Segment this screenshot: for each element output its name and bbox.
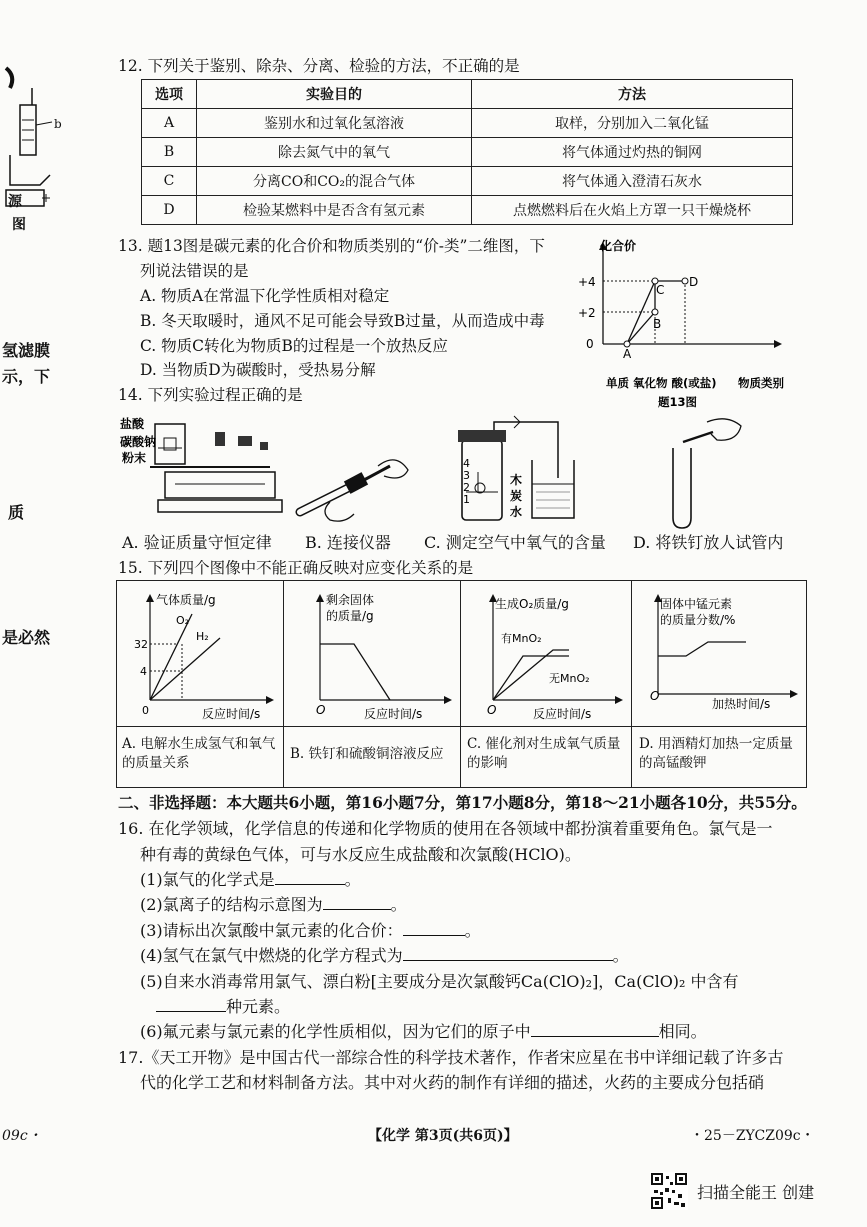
graph-xlabel: 加热时间/s bbox=[712, 697, 771, 711]
point-label: A bbox=[623, 347, 632, 361]
table-cell: B bbox=[142, 138, 197, 167]
graph-ylabel: 固体中锰元素 bbox=[660, 597, 733, 611]
scale-mark: 1 bbox=[463, 493, 470, 506]
q16-item: (5)自来水消毒常用氯气、漂白粉[主要成分是次氯酸钙Ca(ClO)₂]，Ca(ClO)₂ 中含有 bbox=[140, 972, 739, 991]
q15-caption-b: B. 铁钉和硫酸铜溶液反应 bbox=[290, 746, 444, 762]
graph-xlabel: 反应时间/s bbox=[202, 707, 261, 721]
answer-blank[interactable] bbox=[531, 1022, 659, 1037]
margin-fig-label: 图 bbox=[12, 217, 26, 233]
scale-mark: 2 bbox=[463, 481, 470, 494]
q16-item bbox=[140, 997, 290, 1017]
scale-mark: 4 bbox=[463, 457, 470, 470]
graph-ylabel: 剩余固体 bbox=[326, 593, 375, 607]
item-text: (1)氯气的化学式是 bbox=[140, 870, 275, 889]
q13-option: D. 当物质D为碳酸时，受热易分解 bbox=[140, 361, 376, 379]
table-cell: 取样，分别加入二氧化锰 bbox=[472, 109, 793, 138]
margin-fragment: 氢滤膜 bbox=[2, 341, 51, 360]
graph-ylabel: 的质量分数/% bbox=[660, 613, 736, 627]
q13-option: B. 冬天取暖时，通风不足可能会导致B过量，从而造成中毒 bbox=[140, 312, 545, 330]
q15-graph-d bbox=[636, 584, 804, 724]
graph-ylabel: 生成O₂质量/g bbox=[495, 597, 569, 611]
section-heading: 二、非选择题：本大题共6小题，第16小题7分，第17小题8分，第18～21小题各10分，共55分。 bbox=[118, 793, 807, 812]
label-carbonate: 碳酸钠 bbox=[120, 435, 157, 449]
qr-code-icon bbox=[650, 1172, 688, 1210]
q13-option: C. 物质C转化为物质B的过程是一个放热反应 bbox=[140, 337, 448, 355]
item-text: 种元素。 bbox=[226, 997, 291, 1016]
item-text: (6)氟元素与氯元素的化学性质相似，因为它们的原子中 bbox=[140, 1022, 531, 1041]
q16-item bbox=[140, 1022, 707, 1042]
label-carbonate: 粉末 bbox=[122, 451, 147, 465]
q14-fig-c-oxygen bbox=[450, 412, 580, 532]
label-charcoal: 炭 bbox=[510, 489, 523, 503]
q16-item bbox=[140, 921, 481, 941]
q15-caption-a: A. 电解水生成氢气和氧气的质量关系 bbox=[122, 736, 276, 771]
q17-text: 17.《天工开物》是中国古代一部综合性的科学技术著作，作者宋应星在书中详细记载了许多古 bbox=[118, 1048, 784, 1067]
answer-blank[interactable] bbox=[403, 946, 613, 961]
table-cell: 将气体通过灼热的铜网 bbox=[472, 138, 793, 167]
graph-xlabel: 物质类别 bbox=[738, 376, 784, 390]
graph-ylabel: 的质量/g bbox=[326, 609, 374, 623]
q16-stem: 16. 在化学领域，化学信息的传递和化学物质的使用在各领域中都扮演着重要角色。氯气是一 bbox=[118, 819, 773, 838]
table-cell: C bbox=[142, 167, 197, 196]
q12-stem: 12. 下列关于鉴别、除杂、分离、检验的方法，不正确的是 bbox=[118, 57, 520, 75]
q14-fig-d-test-tube bbox=[655, 412, 755, 532]
table-row bbox=[142, 167, 793, 196]
item-text: (3)请标出次氯酸中氯元素的化合价： bbox=[140, 921, 403, 940]
item-text: 。 bbox=[464, 921, 481, 940]
q14-option: B. 连接仪器 bbox=[305, 533, 391, 552]
graph-origin: O bbox=[487, 703, 497, 717]
answer-blank[interactable] bbox=[156, 997, 226, 1012]
item-text: (4)氢气在氯气中燃烧的化学方程式为 bbox=[140, 946, 403, 965]
item-text: 相同。 bbox=[658, 1022, 707, 1041]
item-text: 。 bbox=[344, 870, 361, 889]
item-text: 。 bbox=[612, 946, 629, 965]
point-b bbox=[652, 309, 658, 315]
table-cell: 除去氮气中的氧气 bbox=[197, 138, 472, 167]
q15-graph-b bbox=[290, 584, 458, 724]
graph-xlabel: 反应时间/s bbox=[364, 707, 423, 721]
graph-xlabel: 反应时间/s bbox=[533, 707, 592, 721]
label-water: 水 bbox=[510, 505, 523, 519]
q16-item bbox=[140, 895, 407, 915]
q15-stem: 15. 下列四个图像中不能正确反映对应变化关系的是 bbox=[118, 559, 474, 577]
margin-fragment: 示，下 bbox=[2, 367, 51, 386]
footer-left: 09c・ bbox=[2, 1128, 42, 1144]
table-header: 方法 bbox=[472, 80, 793, 109]
answer-blank[interactable] bbox=[275, 870, 345, 885]
ytick-label: 0 bbox=[586, 337, 594, 351]
series-label: O₂ bbox=[176, 614, 190, 627]
ytick-label: +2 bbox=[578, 306, 596, 320]
graph-origin: O bbox=[650, 689, 660, 703]
q16-item bbox=[140, 946, 629, 966]
graph-ylabel: 化合价 bbox=[600, 239, 637, 253]
footer-page-info: 【化学 第3页(共6页)】 bbox=[368, 1128, 518, 1144]
table-cell: 将气体通入澄清石灰水 bbox=[472, 167, 793, 196]
margin-fragment: 是必然 bbox=[2, 628, 51, 647]
series-label: 有MnO₂ bbox=[501, 632, 542, 645]
table-cell: 点燃燃料后在火焰上方罩一只干燥烧杯 bbox=[472, 196, 793, 225]
q14-fig-a-balance bbox=[120, 412, 285, 532]
q13-valence-graph bbox=[570, 236, 800, 416]
q14-option: C. 测定空气中氧气的含量 bbox=[424, 533, 606, 552]
margin-fragment: 质 bbox=[8, 503, 25, 522]
q14-stem: 14. 下列实验过程正确的是 bbox=[118, 386, 303, 404]
table-row bbox=[142, 109, 793, 138]
table-row bbox=[142, 196, 793, 225]
q17-text: 代的化学工艺和材料制备方法。其中对火药的制作有详细的描述，火药的主要成分包括硝 bbox=[140, 1073, 765, 1092]
q15-graph-c bbox=[465, 584, 629, 724]
q14-option: D. 将铁钉放人试管内 bbox=[633, 533, 784, 552]
point-label: B bbox=[653, 317, 662, 331]
graph-caption: 题13图 bbox=[658, 395, 698, 409]
table-header: 实验目的 bbox=[197, 80, 472, 109]
label-charcoal: 木 bbox=[510, 473, 523, 487]
table-header-row bbox=[142, 80, 793, 109]
table-cell: A bbox=[142, 109, 197, 138]
series-label: 无MnO₂ bbox=[549, 672, 590, 685]
series-label: H₂ bbox=[196, 630, 209, 643]
q13-option: A. 物质A在常温下化学性质相对稳定 bbox=[140, 287, 390, 305]
footer-code: ・25－ZYCZ09c・ bbox=[690, 1128, 815, 1144]
margin-fig-b: b bbox=[54, 117, 62, 131]
point-label: C bbox=[656, 283, 665, 297]
table-cell: 分离CO和CO₂的混合气体 bbox=[197, 167, 472, 196]
q16-stem: 种有毒的黄绿色气体，可与水反应生成盐酸和次氯酸(HClO)。 bbox=[140, 845, 581, 864]
q13-stem: 列说法错误的是 bbox=[140, 262, 249, 280]
q15-graph-a bbox=[120, 584, 280, 724]
point-d bbox=[682, 278, 688, 284]
graph-origin: O bbox=[316, 703, 326, 717]
answer-blank[interactable] bbox=[403, 921, 465, 936]
table-header: 选项 bbox=[142, 80, 197, 109]
table-cell: 鉴别水和过氧化氢溶液 bbox=[197, 109, 472, 138]
q12-table bbox=[141, 79, 793, 225]
graph-xcats: 单质 氧化物 酸(或盐) bbox=[606, 376, 717, 390]
q13-stem: 13. 题13图是碳元素的化合价和物质类别的“价-类”二维图，下 bbox=[118, 237, 545, 255]
table-cell: D bbox=[142, 196, 197, 225]
q16-item bbox=[140, 870, 361, 890]
q15-caption-c: C. 催化剂对生成氧气质量的影响 bbox=[467, 736, 621, 771]
q14-option: A. 验证质量守恒定律 bbox=[122, 533, 272, 552]
q15-caption-d: D. 用酒精灯加热一定质量的高锰酸钾 bbox=[639, 736, 793, 771]
point-label: D bbox=[689, 275, 699, 289]
label-acid: 盐酸 bbox=[120, 417, 145, 431]
ytick-label: 4 bbox=[140, 665, 147, 678]
scale-mark: 3 bbox=[463, 469, 470, 482]
scanner-watermark: 扫描全能王 创建 bbox=[697, 1183, 815, 1202]
graph-origin: 0 bbox=[142, 704, 149, 717]
table-cell: 检验某燃料中是否含有氢元素 bbox=[197, 196, 472, 225]
q14-fig-b-connect bbox=[290, 452, 420, 532]
margin-fig-label: 源 bbox=[8, 194, 22, 210]
table-row bbox=[142, 138, 793, 167]
graph-ylabel: 气体质量/g bbox=[156, 593, 216, 607]
answer-blank[interactable] bbox=[323, 895, 391, 910]
item-text: (2)氯离子的结构示意图为 bbox=[140, 895, 323, 914]
ytick-label: +4 bbox=[578, 275, 596, 289]
ytick-label: 32 bbox=[134, 638, 148, 651]
item-text: 。 bbox=[390, 895, 407, 914]
